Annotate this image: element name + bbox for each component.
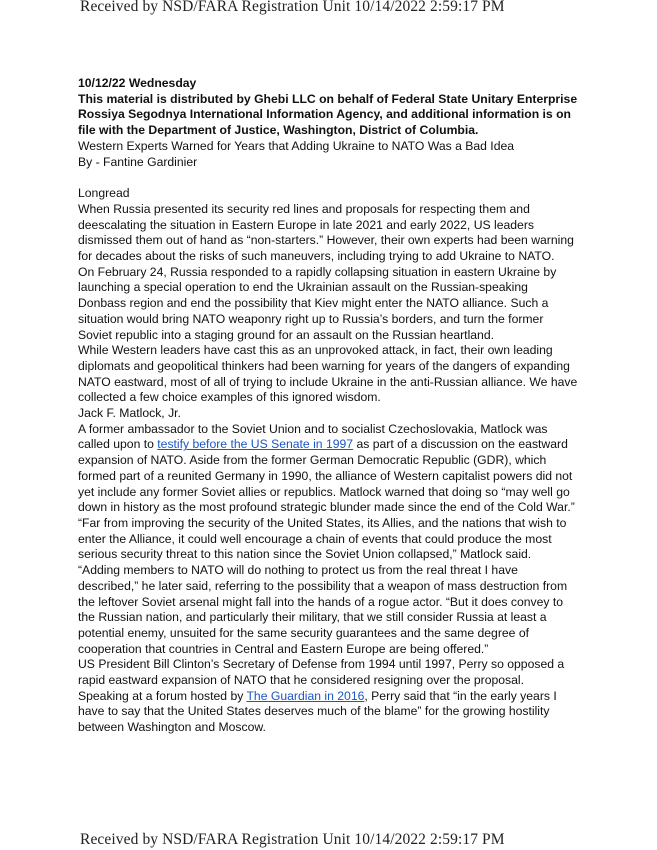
paragraph-7-text-start: US President Bill Clinton’s Secretary of Defense from 1994 until 1997, Perry so opposed a rapid eastward expansion of NATO that he considered resigning over the proposal. Speaking at a forum hosted by [78, 657, 565, 703]
guardian-article-link[interactable]: The Guardian in 2016 [246, 688, 365, 703]
article-headline: Western Experts Warned for Years that Adding Ukraine to NATO Was a Bad Idea [78, 138, 515, 153]
paragraph-3: While Western leaders have cast this as an unprovoked attack, in fact, their own leading diplomats and geopolitical thinkers had been warning for years of the dangers of expanding NATO eastward, most of all of trying to include Ukraine in the anti-Russian alliance. We have collected a few choice examples of this ignored wisdom. [78, 343, 578, 405]
paragraph-4-text-end: as part of a discussion on the eastward expansion of NATO. Aside from the former German Democratic Republic (GDR), which formed part of a reunited Germany in 1990, the alliance of Western capitalist powers did not yet include any former Soviet allies or republics. Matlock warned that doing so “may well go down in history as the most profound strategic blunder made since the end of the Cold War.” [78, 437, 575, 515]
article-header [78, 139, 578, 170]
section-label: Longread [78, 186, 130, 201]
fara-disclaimer: This material is distributed by Ghebi LLC on behalf of Federal State Unitary Enterprise Rossiya Segodnya International Information Agency, and additional information is on file with the Department of Justice, Washington, District of Columbia. [78, 91, 578, 138]
senate-testimony-link[interactable]: testify before the US Senate in 1997 [157, 437, 354, 452]
paragraph-2: On February 24, Russia responded to a rapidly collapsing situation in eastern Ukraine by launching a special operation to end the Ukrainian assault on the Russian-speaking Donbass region and end the possibility that Kiev might enter the NATO alliance. Such a situation would bring NATO weaponry right up to Russia’s borders, and turn the former Soviet republic into a staging ground for an assault on the Russian heartland. [78, 264, 557, 342]
document-body [78, 76, 578, 736]
paragraph-4 [78, 422, 578, 516]
paragraph-6: “Adding members to NATO will do nothing to protect us from the real threat I have described,” he later said, referring to the possibility that a weapon of mass destruction from the leftover Soviet arsenal might fall into the hands of a rogue actor. “But it does convey to the Russian nation, and particularly their military, that we still consider Russia at least a potential enemy, unsuited for the same security guarantees and the same degree of cooperation that countries in Central and Eastern Europe are being offered.” [78, 563, 568, 656]
article-byline: By - Fantine Gardinier [78, 154, 198, 169]
document-date: 10/12/22 Wednesday [78, 76, 197, 90]
paragraph-7 [78, 657, 578, 736]
paragraph-5: “Far from improving the security of the United States, its Allies, and the nations that wish to enter the Alliance, it could well encourage a chain of events that could produce the most serious security threat to this nation since the Soviet Union collapsed,” Matlock said. [78, 515, 567, 562]
registration-stamp-top: Received by NSD/FARA Registration Unit 10/14/2022 2:59:17 PM [80, 0, 505, 15]
paragraph-1: When Russia presented its security red lines and proposals for respecting them and deescalating the situation in Eastern Europe in late 2021 and early 2022, US leaders dismissed them out of hand as “non-starters.” However, their own experts had been warning for decades about the risks of such maneuvers, including trying to add Ukraine to NATO. [78, 201, 574, 264]
paragraph-4-text-start: A former ambassador to the Soviet Union and to socialist Czechoslovakia, Matlock was called upon to [78, 421, 548, 452]
registration-stamp-bottom: Received by NSD/FARA Registration Unit 10/14/2022 2:59:17 PM [80, 831, 505, 848]
paragraph-7-text-end: , Perry said that “in the early years I have to say that the United States deserves much of the blame” for the growing hostility between Washington and Moscow. [78, 688, 557, 735]
subheading-matlock: Jack F. Matlock, Jr. [78, 406, 181, 421]
